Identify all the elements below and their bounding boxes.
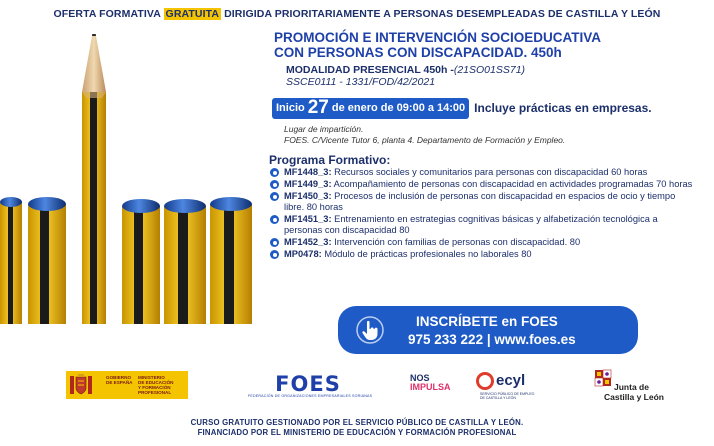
gobierno-espana-logo [66,371,188,399]
module-code: MF1451_3: [284,214,332,224]
module-code: MP0478: [284,249,322,259]
bullet-icon [270,192,279,201]
ministerio-text [138,375,188,395]
tall-pencil [82,34,106,324]
modality-code: (21SO01SS71) [453,64,526,76]
ecyl-logo [476,372,538,400]
sponsor-logos [0,366,714,406]
start-date-rest: de enero de 09:00 a 14:00 [331,102,466,114]
module-text: Acompañamiento de personas con discapacidad en actividades programadas 70 horas [333,179,693,189]
module-text: Entrenamiento en estrategias cognitivas básicas y alfabetización tecnológica a personas con discapacidad 80 [284,214,658,235]
module-text: Intervención con familias de personas con discapacidad. 80 [334,237,581,247]
foes-subtitle: FEDERACIÓN DE ORGANIZACIONES EMPRESARIALES SORIANAS [248,394,373,398]
bullet-icon [270,250,279,259]
gobierno-line1: GOBIERNO [106,375,132,380]
ministerio-line3: Y FORMACIÓN PROFESIONAL [138,385,172,395]
list-item [270,249,696,260]
internship-note: Incluye prácticas en empresas. [474,101,652,115]
start-day: 27 [307,97,329,118]
course-title [274,30,694,60]
list-item [270,191,696,213]
short-pencil-3 [122,199,160,324]
coat-of-arms-icon [68,372,94,398]
bullet-icon [270,168,279,177]
banner-text-after: DIRIGIDA PRIORITARIAMENTE A PERSONAS DESEMPLEADAS DE CASTILLA Y LEÓN [224,8,661,20]
hand-pointer-icon [356,316,384,344]
short-pencil-2 [28,197,66,324]
footer-note [0,418,714,438]
module-text: Procesos de inclusión de personas con discapacidad en espacios de ocio y tiempo libre. 80 horas [284,191,676,212]
list-item [270,237,696,248]
ministerio-line1: MINISTERIO [138,375,165,380]
enroll-button[interactable] [338,306,638,354]
top-banner [0,8,714,20]
ecyl-wordmark: ecyl [496,372,526,389]
impulsa-text: IMPULSA [410,382,451,392]
start-label: Inicio [276,102,305,114]
ministerio-line2: DE EDUCACIÓN [138,380,174,385]
short-pencil-4 [164,199,206,324]
module-code: MF1448_3: [284,167,332,177]
foes-wordmark: FOES [275,372,341,396]
foes-logo [248,372,373,400]
module-text: Módulo de prácticas profesionales no laborales 80 [324,249,532,259]
program-title: Programa Formativo: [269,153,391,167]
banner-text-before: OFERTA FORMATIVA [53,8,161,20]
footer-line2: FINANCIADO POR EL MINISTERIO DE EDUCACIÓN Y FORMACIÓN PROFESIONAL [197,428,517,437]
banner-highlight: GRATUITA [165,8,220,20]
nos-impulsa-logo [410,374,451,392]
contact-info: 975 233 222 | www.foes.es [408,332,576,347]
location-label: Lugar de impartición. [284,124,364,134]
footer-line1: CURSO GRATUITO GESTIONADO POR EL SERVICIO PÚBLICO DE CASTILLA Y LEÓN. [190,418,524,427]
modality-text: MODALIDAD PRESENCIAL 450h - [286,64,454,76]
short-pencil-1 [0,197,22,324]
ecyl-subtitle: SERVICIO PÚBLICO DE EMPLEO DE CASTILLA Y LEÓN [480,392,535,400]
module-code: MF1450_3: [284,191,332,201]
module-text: Recursos sociales y comunitarios para personas con discapacidad 60 horas [334,167,648,177]
nos-text: NOS [410,373,430,383]
pencils-illustration [0,34,262,324]
gobierno-text [106,375,132,385]
module-code: MF1452_3: [284,237,332,247]
junta-line1: Junta de [614,382,649,392]
bullet-icon [270,180,279,189]
short-pencil-5 [210,197,252,324]
ecyl-ring-icon [476,372,494,390]
bullet-icon [270,215,279,224]
module-code: MF1449_3: [284,179,332,189]
module-list [270,167,696,261]
course-title-line1: PROMOCIÓN E INTERVENCIÓN SOCIOEDUCATIVA [274,30,602,45]
schedule-row [272,97,652,119]
junta-line2: Castilla y León [604,392,664,402]
course-title-line2: CON PERSONAS CON DISCAPACIDAD. 450h [274,45,562,60]
start-date-pill [272,98,469,119]
list-item [270,167,696,178]
bullet-icon [270,238,279,247]
modality [286,64,525,76]
junta-cyl-logo [594,368,666,404]
file-code: SSCE0111 - 1331/FOD/42/2021 [286,76,436,88]
list-item [270,214,696,236]
gobierno-line2: DE ESPAÑA [106,380,133,385]
location-address: FOES. C/Vicente Tutor 6, planta 4. Departamento de Formación y Empleo. [284,135,566,145]
enroll-label: INSCRÍBETE en FOES [416,314,558,329]
list-item [270,179,696,190]
